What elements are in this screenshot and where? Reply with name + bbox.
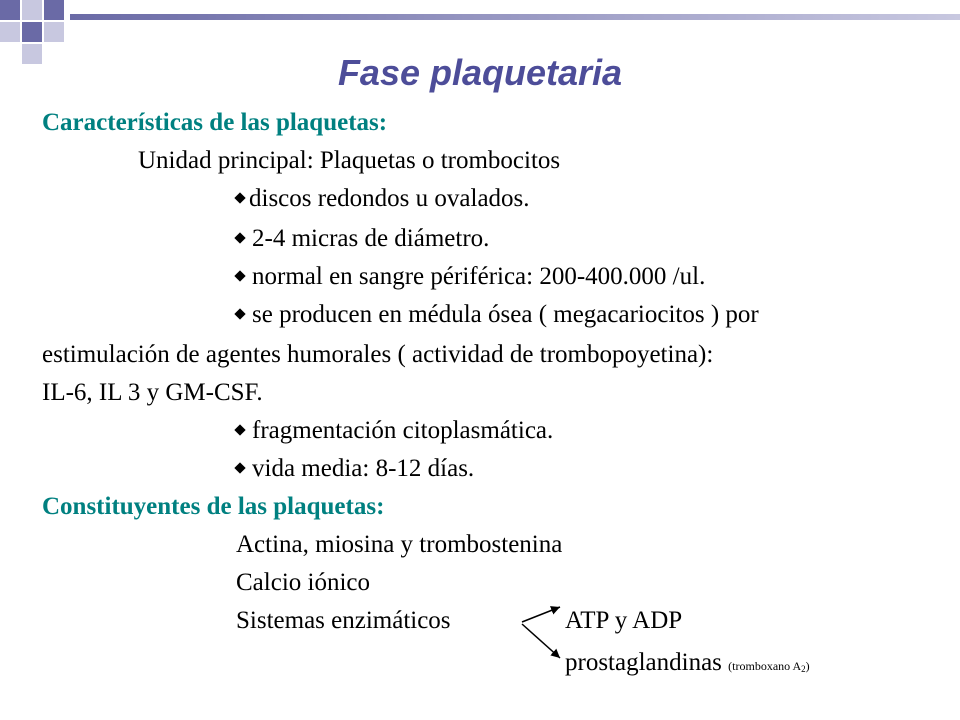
- decor-square: [22, 22, 42, 42]
- continuation-line: estimulación de agentes humorales ( actividad de trombopoyetina):: [42, 341, 714, 368]
- section-heading-constituyentes: Constituyentes de las plaquetas:: [42, 493, 385, 520]
- prostaglandinas-line: [565, 648, 810, 684]
- constituent-item: Sistemas enzimáticos: [236, 607, 451, 634]
- diamond-bullet-icon: [234, 309, 245, 320]
- bullet-item: normal en sangre périférica: 200-400.000 /ul.: [236, 262, 705, 292]
- constituent-item: Calcio iónico: [236, 569, 370, 596]
- page-title: Fase plaquetaria: [337, 52, 623, 93]
- constituent-item: Actina, miosina y trombostenina: [236, 531, 563, 558]
- continuation-line: IL-6, IL 3 y GM-CSF.: [42, 379, 263, 406]
- atp-adp-text: ATP y ADP: [565, 607, 683, 634]
- bullet-item: fragmentación citoplasmática.: [236, 416, 553, 446]
- tromboxano-note: (tromboxano $A_2$): [728, 659, 810, 674]
- decor-square: [0, 22, 20, 42]
- unit-line: Unidad principal: Plaquetas o trombocitos: [138, 147, 561, 174]
- prostaglandinas-text: prostaglandinas: [565, 649, 722, 676]
- diamond-bullet-icon: [234, 271, 245, 282]
- diamond-bullet-icon: [234, 463, 245, 474]
- bullet-item: vida media: 8-12 días.: [236, 454, 474, 484]
- decor-square: [0, 0, 20, 20]
- diamond-bullet-icon: [234, 193, 245, 204]
- arrow-to-prostaglandinas-icon: [522, 624, 560, 658]
- decor-square: [22, 0, 42, 20]
- section-heading-caracteristicas: Características de las plaquetas:: [42, 109, 388, 136]
- bullet-item: discos redondos u ovalados.: [236, 184, 530, 214]
- header-bar: [70, 14, 960, 20]
- diamond-bullet-icon: [234, 233, 245, 244]
- bullet-item: 2-4 micras de diámetro.: [236, 224, 489, 254]
- decor-square: [44, 0, 64, 20]
- arrow-to-atp-icon: [522, 607, 560, 622]
- decor-square: [44, 22, 64, 42]
- diamond-bullet-icon: [234, 425, 245, 436]
- bullet-item: se producen en médula ósea ( megacariocitos ) por: [236, 300, 759, 330]
